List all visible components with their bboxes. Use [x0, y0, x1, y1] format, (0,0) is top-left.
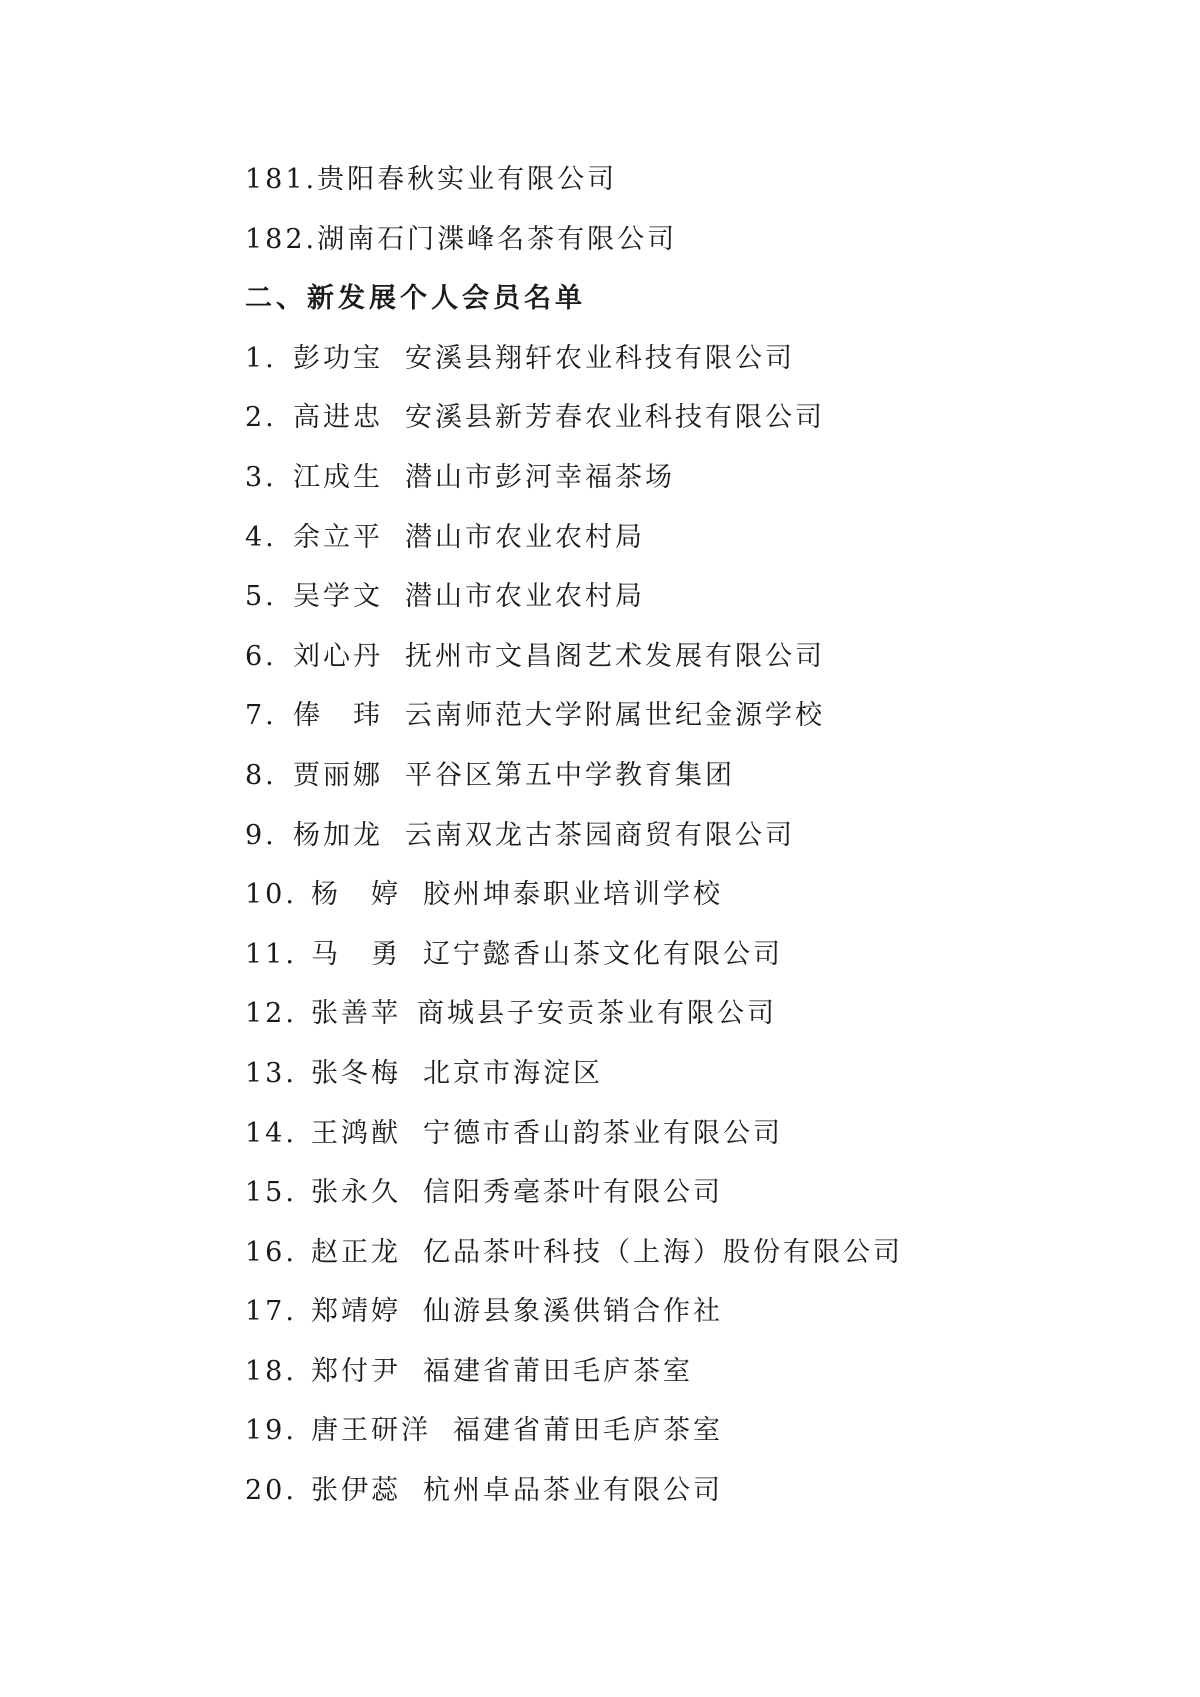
member-name: 郑靖婷 — [311, 1296, 401, 1328]
item-number: 12. — [245, 998, 297, 1030]
item-number: 7. — [245, 700, 277, 732]
member-list-item — [245, 925, 1145, 985]
member-list-item — [245, 1282, 1145, 1342]
item-number: 5. — [245, 581, 277, 613]
member-name: 张伊蕊 — [311, 1475, 401, 1507]
member-name: 高进忠 — [293, 402, 383, 434]
item-number: 4. — [245, 521, 277, 553]
item-number: 20. — [245, 1475, 297, 1507]
member-list-item — [245, 1342, 1145, 1402]
member-name: 杨加龙 — [293, 819, 383, 851]
member-list-item — [245, 746, 1145, 806]
member-list-item — [245, 806, 1145, 866]
member-name: 王鸿猷 — [311, 1117, 401, 1149]
member-name: 赵正龙 — [311, 1236, 401, 1268]
member-name: 唐王研洋 — [311, 1415, 431, 1447]
member-organization: 云南双龙古茶园商贸有限公司 — [405, 819, 795, 851]
member-list-item — [245, 1163, 1145, 1223]
member-organization: 亿品茶叶科技（上海）股份有限公司 — [423, 1236, 903, 1268]
item-number: 181. — [245, 164, 318, 195]
item-number: 6. — [245, 640, 277, 672]
member-organization: 福建省莆田毛庐茶室 — [453, 1415, 723, 1447]
member-organization: 潜山市彭河幸福茶场 — [405, 461, 675, 493]
member-list-item — [245, 984, 1145, 1044]
item-number: 15. — [245, 1177, 297, 1209]
company-name: 贵阳春秋实业有限公司 — [317, 164, 618, 195]
member-name: 刘心丹 — [293, 640, 383, 672]
member-name: 张永久 — [311, 1177, 401, 1209]
member-list-item — [245, 1044, 1145, 1104]
item-number: 10. — [245, 879, 297, 911]
member-name: 马 勇 — [311, 938, 401, 970]
item-number: 13. — [245, 1057, 297, 1089]
member-list-item — [245, 865, 1145, 925]
member-organization: 潜山市农业农村局 — [405, 581, 645, 613]
member-organization: 安溪县翔轩农业科技有限公司 — [405, 342, 795, 374]
member-name: 吴学文 — [293, 581, 383, 613]
section-heading: 二、新发展个人会员名单 — [245, 283, 586, 315]
item-number: 16. — [245, 1236, 297, 1268]
member-list-item — [245, 388, 1145, 448]
member-list-item — [245, 508, 1145, 568]
item-number: 1. — [245, 342, 277, 374]
member-list-item — [245, 448, 1145, 508]
company-list-item — [245, 210, 1145, 270]
item-number: 8. — [245, 759, 277, 791]
member-organization: 安溪县新芳春农业科技有限公司 — [405, 402, 825, 434]
item-number: 14. — [245, 1117, 297, 1149]
member-list-item — [245, 686, 1145, 746]
member-name: 郑付尹 — [311, 1355, 401, 1387]
member-name: 杨 婷 — [311, 879, 401, 911]
member-list-item — [245, 1104, 1145, 1164]
item-number: 19. — [245, 1415, 297, 1447]
member-name: 俸 玮 — [293, 700, 383, 732]
member-organization: 商城县子安贡茶业有限公司 — [417, 998, 777, 1030]
member-list-item — [245, 1223, 1145, 1283]
item-number: 17. — [245, 1296, 297, 1328]
member-organization: 潜山市农业农村局 — [405, 521, 645, 553]
member-list-item — [245, 567, 1145, 627]
item-number: 11. — [245, 938, 297, 970]
member-name: 余立平 — [293, 521, 383, 553]
item-number: 18. — [245, 1355, 297, 1387]
member-list-item — [245, 329, 1145, 389]
member-organization: 平谷区第五中学教育集团 — [405, 759, 735, 791]
item-number: 3. — [245, 461, 277, 493]
member-organization: 胶州坤泰职业培训学校 — [423, 879, 723, 911]
company-list-item — [245, 150, 1145, 210]
member-name: 彭功宝 — [293, 342, 383, 374]
member-organization: 杭州卓品茶业有限公司 — [423, 1475, 723, 1507]
member-organization: 信阳秀毫茶叶有限公司 — [423, 1177, 723, 1209]
member-organization: 福建省莆田毛庐茶室 — [423, 1355, 693, 1387]
member-organization: 云南师范大学附属世纪金源学校 — [405, 700, 825, 732]
member-name: 张善苹 — [311, 998, 401, 1030]
member-list-item — [245, 1461, 1145, 1521]
member-organization: 仙游县象溪供销合作社 — [423, 1296, 723, 1328]
member-name: 贾丽娜 — [293, 759, 383, 791]
item-number: 9. — [245, 819, 277, 851]
member-list-item — [245, 1401, 1145, 1461]
member-organization: 抚州市文昌阁艺术发展有限公司 — [405, 640, 825, 672]
member-name: 张冬梅 — [311, 1057, 401, 1089]
member-name: 江成生 — [293, 461, 383, 493]
document-page — [245, 150, 1145, 1521]
item-number: 182. — [245, 223, 318, 255]
member-organization: 宁德市香山韵茶业有限公司 — [423, 1117, 783, 1149]
company-name: 湖南石门渫峰名茶有限公司 — [317, 223, 678, 255]
member-organization: 辽宁懿香山茶文化有限公司 — [423, 938, 783, 970]
item-number: 2. — [245, 402, 277, 434]
member-list-item — [245, 627, 1145, 687]
member-organization: 北京市海淀区 — [423, 1057, 603, 1089]
